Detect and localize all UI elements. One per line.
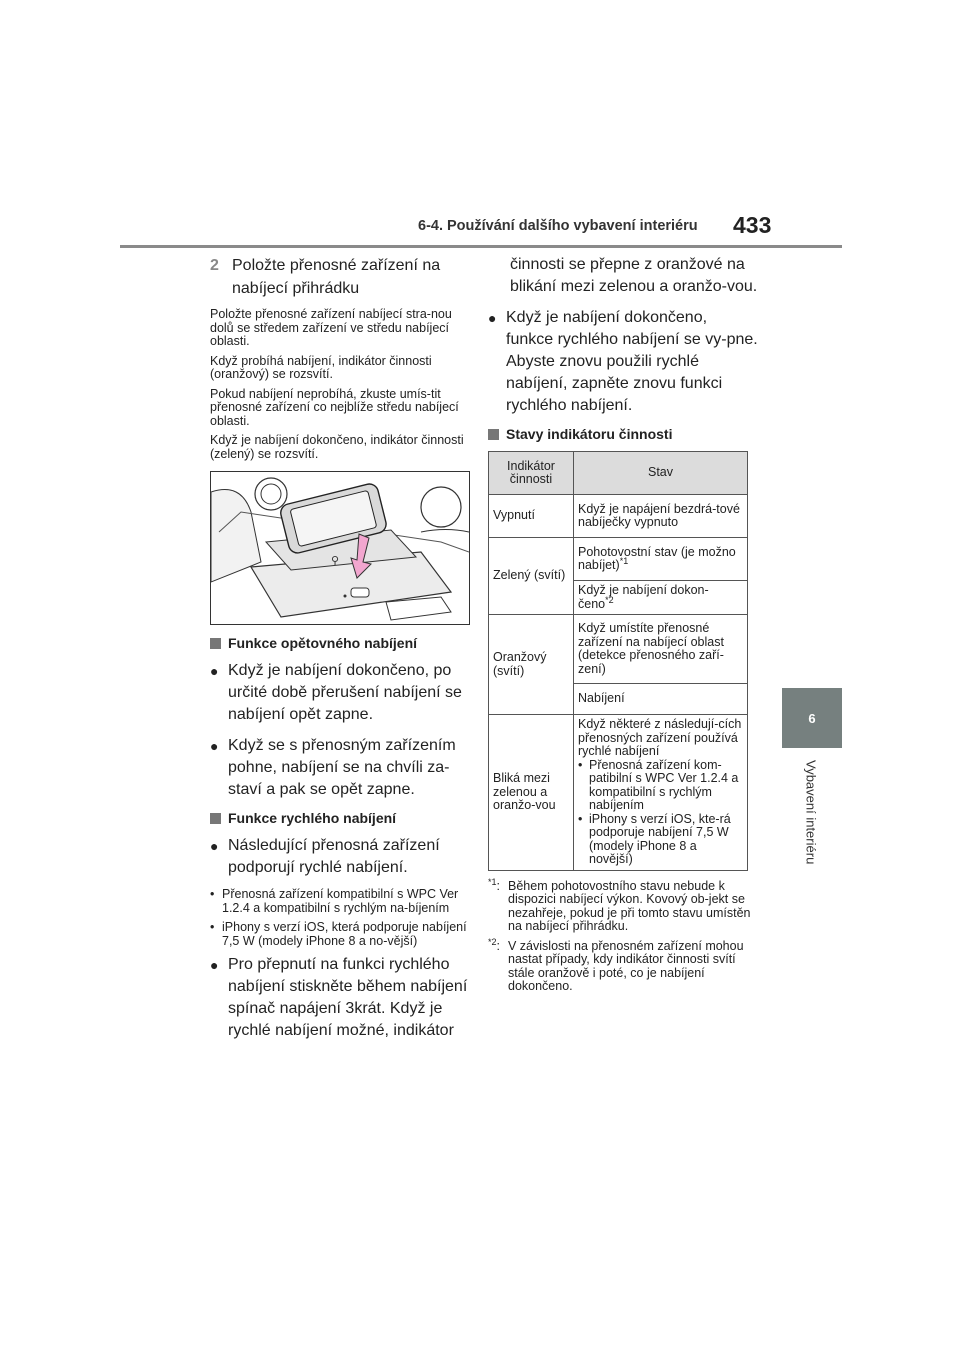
bullet-icon: ● (210, 738, 219, 754)
step-number: 2 (210, 257, 219, 274)
table-cell: Když umístíte přenosné zařízení na nabíjecí oblast (detekce přenosného zaří-zení) (574, 615, 748, 684)
list-subitem: • Přenosná zařízení kom-patibilní s WPC Ver 1.2.4 a kompatibilní s rychlým nabíjením (578, 757, 739, 812)
step-heading (210, 254, 472, 300)
list-subitem: • iPhony s verzí iOS, kte-rá podporuje nabíjení 7,5 W (modely iPhone 8 a novější) (578, 811, 731, 866)
paragraph: Pokud nabíjení neprobíhá, zkuste umís-tit přenosné zařízení co nejblíže středu nabíjecí oblasti. (210, 386, 459, 428)
section-title: 6-4. Používání dalšího vybavení interiéru (418, 218, 698, 234)
paragraph: Když je nabíjení dokončeno, indikátor činnosti (zelený) se rozsvítí. (210, 433, 464, 461)
table-cell: Oranžový (svítí) (489, 615, 574, 715)
table-cell: Když je napájení bezdrá-tové nabíječky vypnuto (574, 495, 748, 538)
bullet-icon: ● (210, 957, 219, 973)
chapter-label: Vybavení interiéru (803, 760, 819, 865)
list-subitem: • Přenosná zařízení kompatibilní s WPC Ver 1.2.4 a kompatibilní s rychlým na-bíjením (210, 887, 459, 915)
table-cell: Pohotovostní stav (je možno nabíjet)$^{*1}$ (574, 538, 748, 581)
phone-on-charger-image (211, 472, 469, 624)
bullet-icon: ● (210, 838, 219, 854)
right-column (488, 254, 758, 1000)
recharge-heading: Funkce opětovného nabíjení (210, 635, 472, 651)
list-item: ● Když se s přenosným zařízením pohne, nabíjení se na chvíli za-staví a pak se opět zapne. (210, 735, 472, 801)
paragraph: Položte přenosné zařízení nabíjecí stra-nou dolů se středem zařízení ve středu nabíjecí oblasti. (210, 307, 452, 348)
step-title: Položte přenosné zařízení na nabíjecí přihrádku (232, 257, 441, 297)
footnote: $^{*1}$: Během pohotovostního stavu nebude k dispozici nabíjecí výkon. Kovový ob-jekt se nezahřeje, pokud je při tomto stavu umístěn na nabíjecí přihrádku. (488, 876, 751, 933)
table-heading: Stavy indikátoru činnosti (488, 426, 758, 442)
table-header-row (489, 452, 748, 495)
list-item: ● Když je nabíjení dokončeno, po určité době přerušení nabíjení se nabíjení opět zapne. (210, 660, 472, 726)
paragraph-continued: činnosti se přepne z oranžové na blikání mezi zelenou a oranžo-vou. (510, 256, 758, 295)
list-subitem: • iPhony s verzí iOS, která podporuje nabíjení 7,5 W (modely iPhone 8 a no-vější) (210, 920, 467, 948)
column-header: Indikátor činnosti (489, 452, 574, 495)
table-row (489, 538, 748, 581)
list-item: ● Pro přepnutí na funkci rychlého nabíjení stiskněte během nabíjení spínač napájení 3krát. Když je rychlé nabíjení možné, indikátor (210, 954, 472, 1042)
square-bullet-icon (210, 638, 221, 649)
table-cell: Když některé z následují-cích přenosných zařízení používá rychlé nabíjení • Přenosná zařízení kom-patibilní s WPC Ver 1.2.4 a kompatibilní s rychlým nabíjením • iPhony s verzí iOS, kte-rá podporuje nabíjení 7,5 W (modely iPhone 8 a novější) (574, 715, 748, 871)
chapter-number: 6 (808, 710, 816, 726)
footnote: $^{*2}$: V závislosti na přenosném zařízení mohou nastat případy, kdy indikátor činnosti svítí stále oranžově i poté, co je nabíjení dokončeno. (488, 936, 744, 993)
chapter-tab[interactable] (782, 688, 842, 748)
indicator-status-table (488, 451, 748, 871)
list-item: ● Následující přenosná zařízení podporují rychlé nabíjení. (210, 835, 472, 879)
table-cell: Nabíjení (574, 684, 748, 715)
header-divider (120, 245, 842, 248)
square-bullet-icon (488, 429, 499, 440)
list-item: ● Když je nabíjení dokončeno, funkce rychlého nabíjení se vy-pne. Abyste znovu použili rychlé nabíjení, zapněte znovu funkci rychlého nabíjení. (488, 307, 758, 417)
svg-text:⚲: ⚲ (331, 554, 340, 567)
fast-charge-heading: Funkce rychlého nabíjení (210, 810, 472, 826)
table-row (489, 715, 748, 871)
table-cell: Zelený (svítí) (489, 538, 574, 615)
bullet-icon: ● (488, 310, 497, 326)
column-header: Stav (574, 452, 748, 495)
charging-tray-illustration (210, 471, 470, 625)
bullet-icon: ● (210, 663, 219, 679)
table-row (489, 615, 748, 684)
left-column (210, 254, 472, 1051)
table-cell: Když je nabíjení dokon-čeno$^{*2}$ (574, 581, 748, 615)
paragraph: Když probíhá nabíjení, indikátor činnosti (oranžový) se rozsvítí. (210, 353, 432, 381)
square-bullet-icon (210, 813, 221, 824)
table-row (489, 495, 748, 538)
table-cell: Vypnutí (489, 495, 574, 538)
table-cell: Bliká mezi zelenou a oranžo-vou (489, 715, 574, 871)
page-number: 433 (733, 212, 772, 238)
